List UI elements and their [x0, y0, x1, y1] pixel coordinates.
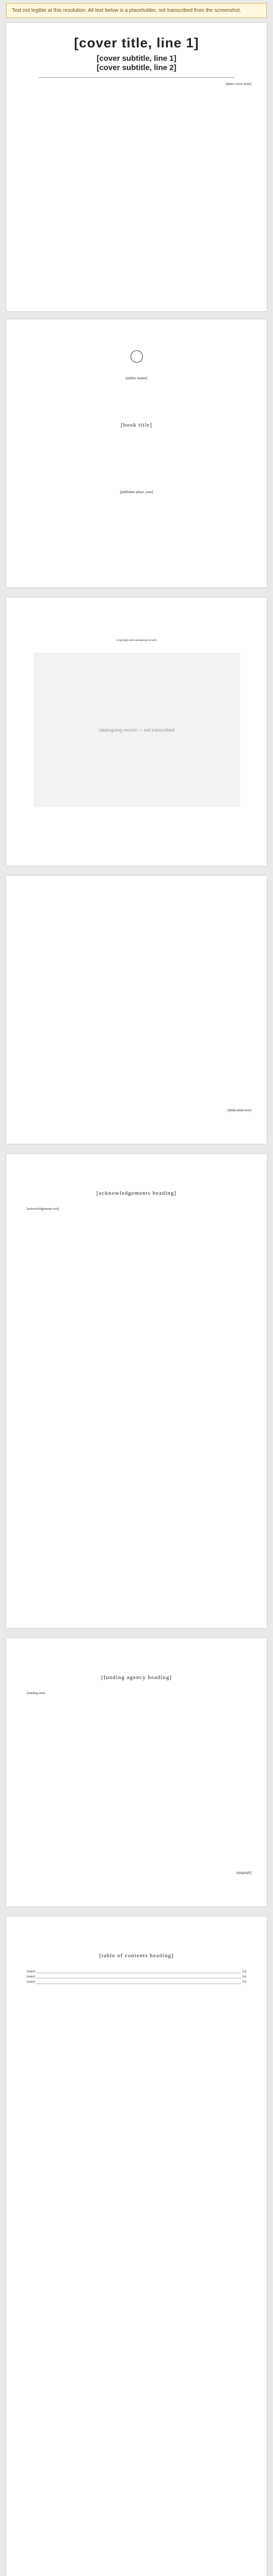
- dedication-text: [dedication text]: [227, 1108, 251, 1112]
- title-page-authors: [author names]: [125, 376, 148, 380]
- title-page-imprint: [publisher, place, year]: [120, 490, 153, 495]
- cover-note: [short cover note]: [226, 81, 251, 86]
- toc-entry-page: [n]: [243, 1975, 246, 1979]
- cover-subtitle-1: [cover subtitle, line 1]: [97, 54, 176, 63]
- title-page-title: [book title]: [120, 422, 153, 429]
- capes-heading: [funding agency heading]: [101, 1674, 172, 1681]
- toc-entry-page: [n]: [243, 1980, 246, 1984]
- toc-entry: [27, 1979, 246, 1985]
- catalog-heading: [copyright and cataloguing record]: [117, 639, 156, 642]
- capes-paragraph: [funding note]: [27, 1691, 45, 1695]
- cover-subtitle-2: [cover subtitle, line 2]: [97, 63, 176, 72]
- toc-entry-label: [entry]: [27, 1975, 36, 1979]
- title-page: [6, 319, 267, 587]
- placeholder-notice: Text not legible at this resolution. All text below is a placeholder, not transcribed from the screenshot.: [6, 3, 267, 18]
- capes-page: [6, 1638, 267, 1906]
- dedication-page: [6, 876, 267, 1144]
- toc-entry: [27, 1974, 246, 1979]
- toc-heading: [table of contents heading]: [99, 1953, 174, 1959]
- cover-title: [cover title, line 1]: [74, 35, 199, 50]
- epigraph: [epigraph]: [236, 1870, 251, 1875]
- cover-page: [6, 23, 267, 311]
- catalog-page: [6, 598, 267, 866]
- acknowledgements-page: [6, 1154, 267, 1628]
- toc-page: [6, 1917, 267, 2576]
- catalog-record-placeholder: cataloguing record — not transcribed: [34, 653, 240, 807]
- toc-list: [27, 1969, 246, 1985]
- toc-entry-label: [entry]: [27, 1970, 36, 1973]
- cover-rule: [39, 77, 235, 78]
- toc-entry-label: [entry]: [27, 1980, 36, 1984]
- acknowledgements-heading: [acknowledgements heading]: [96, 1190, 177, 1196]
- toc-entry-page: [n]: [243, 1970, 246, 1973]
- publisher-logo: [131, 350, 143, 363]
- toc-entry: [27, 1969, 246, 1974]
- acknowledgements-paragraph: [acknowledgements text]: [27, 1207, 59, 1211]
